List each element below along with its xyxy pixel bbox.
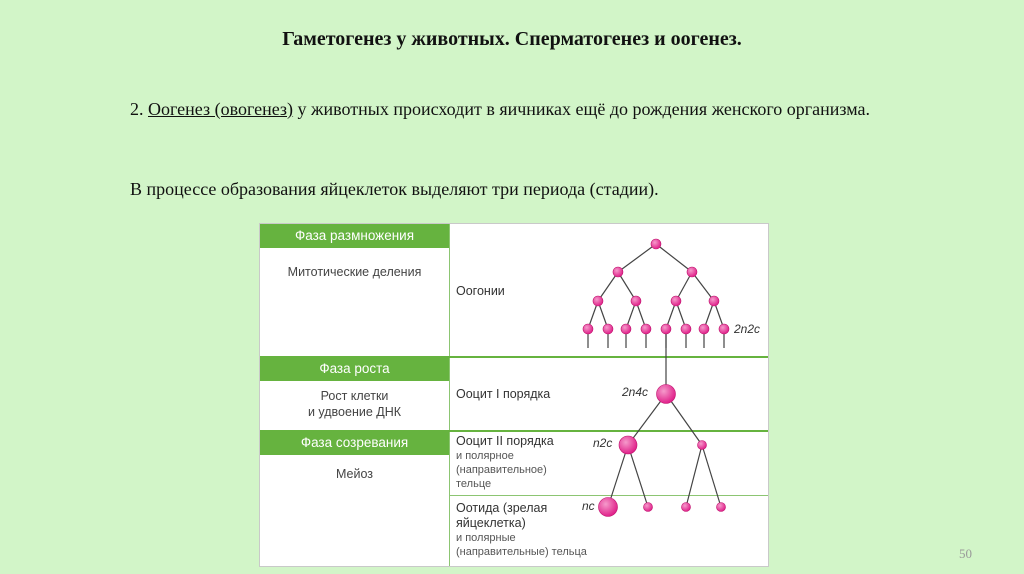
oogenesis-diagram bbox=[259, 223, 769, 567]
oogonium-cell bbox=[603, 324, 613, 334]
ootid-sub-2: (направительные) тельца bbox=[456, 546, 587, 558]
oogonium-cell bbox=[631, 296, 641, 306]
ploidy-ootid: nc bbox=[582, 499, 595, 513]
branch-l2-3 bbox=[692, 272, 714, 301]
oocyte2-title: Ооцит II порядка bbox=[456, 434, 554, 448]
oogonium-cell bbox=[687, 267, 697, 277]
oocyte1-cell bbox=[657, 385, 676, 404]
oocyte1-label: Ооцит I порядка bbox=[456, 387, 551, 401]
phase-maturation-header: Фаза созревания bbox=[260, 431, 449, 455]
oogonium-cell bbox=[621, 324, 631, 334]
paragraph-oogenesis bbox=[52, 91, 972, 127]
oogonium-cell bbox=[661, 324, 671, 334]
oogonium-cell bbox=[709, 296, 719, 306]
branch-l1-1 bbox=[656, 244, 692, 272]
phase-reproduction-desc: Митотические деления bbox=[287, 265, 422, 279]
polar-body-cell bbox=[682, 503, 691, 512]
paragraph-text: у животных происходит в яичниках ещё до рождения женского организма. bbox=[293, 99, 871, 119]
oocyte2-cell bbox=[619, 436, 637, 454]
oogonium-cell bbox=[641, 324, 651, 334]
ootid-sub-1: и полярные bbox=[456, 532, 516, 544]
polar-body-cell bbox=[698, 441, 707, 450]
oogonium-cell bbox=[583, 324, 593, 334]
oocyte2-sub-3: тельце bbox=[456, 478, 492, 490]
phase-maturation-desc: Мейоз bbox=[335, 467, 374, 481]
oogonia-label: Оогонии bbox=[456, 284, 505, 298]
page-number: 50 bbox=[959, 546, 972, 561]
ploidy-oogonia: 2n2c bbox=[734, 322, 761, 336]
oogonium-cell bbox=[593, 296, 603, 306]
polar-body-cell bbox=[644, 503, 653, 512]
oogonium-cell bbox=[699, 324, 709, 334]
oogonium-cell bbox=[671, 296, 681, 306]
phase-growth-desc-1: Рост клетки bbox=[320, 389, 389, 403]
oogonium-cell bbox=[613, 267, 623, 277]
phase-reproduction-header: Фаза размножения bbox=[260, 224, 449, 248]
ploidy-oocyte1: 2n4c bbox=[622, 385, 649, 399]
branch-polar2 bbox=[628, 445, 648, 507]
paragraph-stages: В процессе образования яйцеклеток выделяют три периода (стадии). bbox=[130, 179, 659, 199]
oogonium-cell bbox=[681, 324, 691, 334]
oocyte2-sub-1: и полярное bbox=[456, 450, 514, 462]
branch-polar3 bbox=[686, 445, 702, 507]
branch-polar4 bbox=[702, 445, 721, 507]
oogenesis-term: Оогенез (овогенез) bbox=[148, 99, 294, 119]
phase-growth-desc-2: и удвоение ДНК bbox=[307, 405, 402, 419]
ootid-title-1: Оотида (зрелая bbox=[456, 501, 548, 515]
phase-growth-header: Фаза роста bbox=[260, 357, 449, 381]
cell-lineage-tree bbox=[260, 224, 768, 566]
oogonium-cell bbox=[719, 324, 729, 334]
oogonium-cell bbox=[651, 239, 661, 249]
polar-body-cell bbox=[717, 503, 726, 512]
ploidy-oocyte2: n2c bbox=[593, 436, 613, 450]
paragraph-number: 2. bbox=[130, 99, 144, 119]
ootid-title-2: яйцеклетка) bbox=[456, 516, 526, 530]
slide-title: Гаметогенез у животных. Сперматогенез и оогенез. bbox=[282, 28, 742, 50]
branch-l1-0 bbox=[618, 244, 656, 272]
oocyte2-sub-2: (направительное) bbox=[456, 464, 547, 476]
ootid-cell bbox=[599, 498, 618, 517]
